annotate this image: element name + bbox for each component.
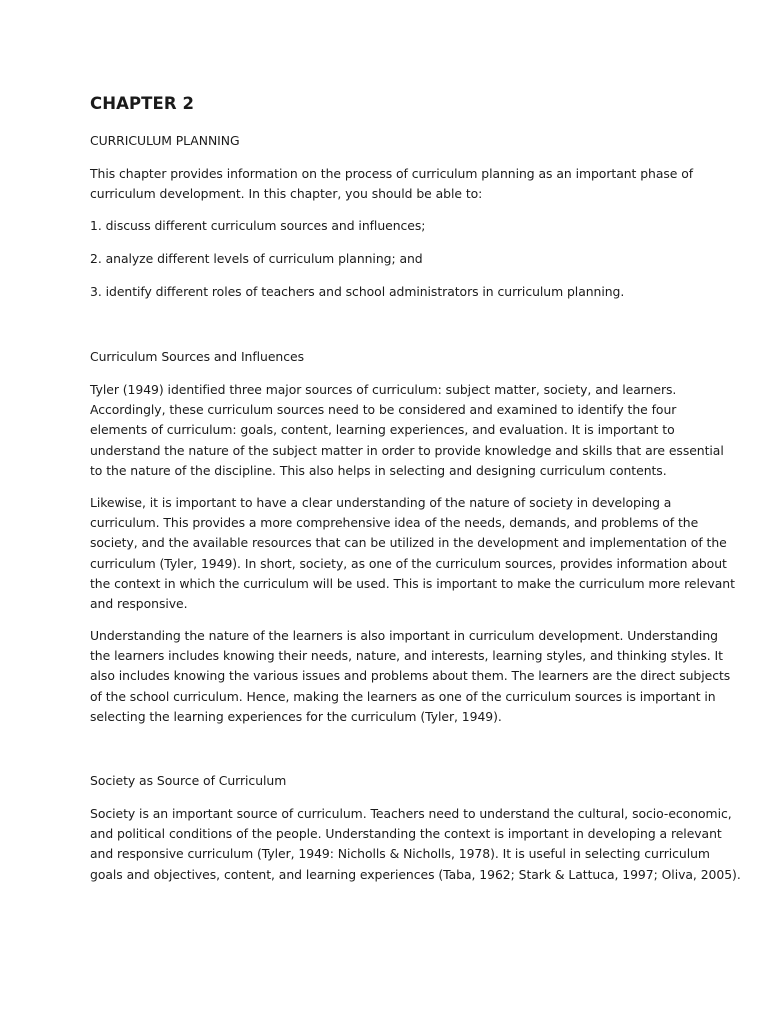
chapter-title: CHAPTER 2 xyxy=(90,94,195,113)
paragraph-line: Society is an important source of curriculum. Teachers need to understand the cultural, socio-economic, xyxy=(90,806,732,821)
paragraph-line: understand the nature of the subject matter in order to provide knowledge and skills that are essential xyxy=(90,442,724,458)
objective-item-2: 2. analyze different levels of curriculum planning; and xyxy=(90,251,423,266)
paragraph-line: curriculum. This provides a more comprehensive idea of the needs, demands, and problems of the xyxy=(90,515,699,531)
sources-heading: Curriculum Sources and Influences xyxy=(90,349,304,364)
paragraph-line: Understanding the nature of the learners is also important in curriculum development. Understanding xyxy=(90,628,718,643)
paragraph-line: Likewise, it is important to have a clear understanding of the nature of society in developing a xyxy=(90,495,672,510)
objective-item-3: 3. identify different roles of teachers and school administrators in curriculum planning. xyxy=(90,284,625,299)
sources-paragraph-1 xyxy=(90,380,724,481)
paragraph-line: the context in which the curriculum will be used. This is important to make the curriculum more relevant xyxy=(90,575,735,591)
intro-line: This chapter provides information on the process of curriculum planning as an important phase of xyxy=(90,166,694,181)
paragraph-line: of the school curriculum. Hence, making the learners as one of the curriculum sources is important in xyxy=(90,688,716,704)
paragraph-line: to the nature of the discipline. This also helps in selecting and designing curriculum contents. xyxy=(90,462,667,478)
objective-item-1: 1. discuss different curriculum sources and influences; xyxy=(90,218,426,233)
society-paragraph-1 xyxy=(90,804,741,885)
paragraph-line: goals and objectives, content, and learning experiences (Taba, 1962; Stark & Lattuca, 1997; Oliva, 2005). xyxy=(90,866,741,882)
intro-paragraph xyxy=(90,164,694,204)
paragraph-line: Accordingly, these curriculum sources need to be considered and examined to identify the four xyxy=(90,402,677,418)
sources-paragraph-3 xyxy=(90,626,731,727)
paragraph-line: and responsive curriculum (Tyler, 1949: Nicholls & Nicholls, 1978). It is useful in selecting curriculum xyxy=(90,846,710,862)
paragraph-line: also includes knowing the various issues and problems about them. The learners are the direct subjects xyxy=(90,668,731,684)
section-title: CURRICULUM PLANNING xyxy=(90,133,240,148)
paragraph-line: and responsive. xyxy=(90,596,188,612)
paragraph-line: and political conditions of the people. Understanding the context is important in developing a relevant xyxy=(90,826,722,842)
paragraph-line: elements of curriculum: goals, content, learning experiences, and evaluation. It is important to xyxy=(90,422,675,438)
intro-line: curriculum development. In this chapter, you should be able to: xyxy=(90,186,483,202)
society-heading: Society as Source of Curriculum xyxy=(90,773,287,788)
paragraph-line: society, and the available resources that can be utilized in the development and implementation of the xyxy=(90,535,727,551)
sources-paragraph-2 xyxy=(90,493,735,614)
paragraph-line: Tyler (1949) identified three major sources of curriculum: subject matter, society, and learners. xyxy=(90,382,677,397)
paragraph-line: selecting the learning experiences for the curriculum (Tyler, 1949). xyxy=(90,708,502,724)
paragraph-line: the learners includes knowing their needs, nature, and interests, learning styles, and thinking styles. It xyxy=(90,648,723,664)
paragraph-line: curriculum (Tyler, 1949). In short, society, as one of the curriculum sources, provides information about xyxy=(90,555,727,571)
